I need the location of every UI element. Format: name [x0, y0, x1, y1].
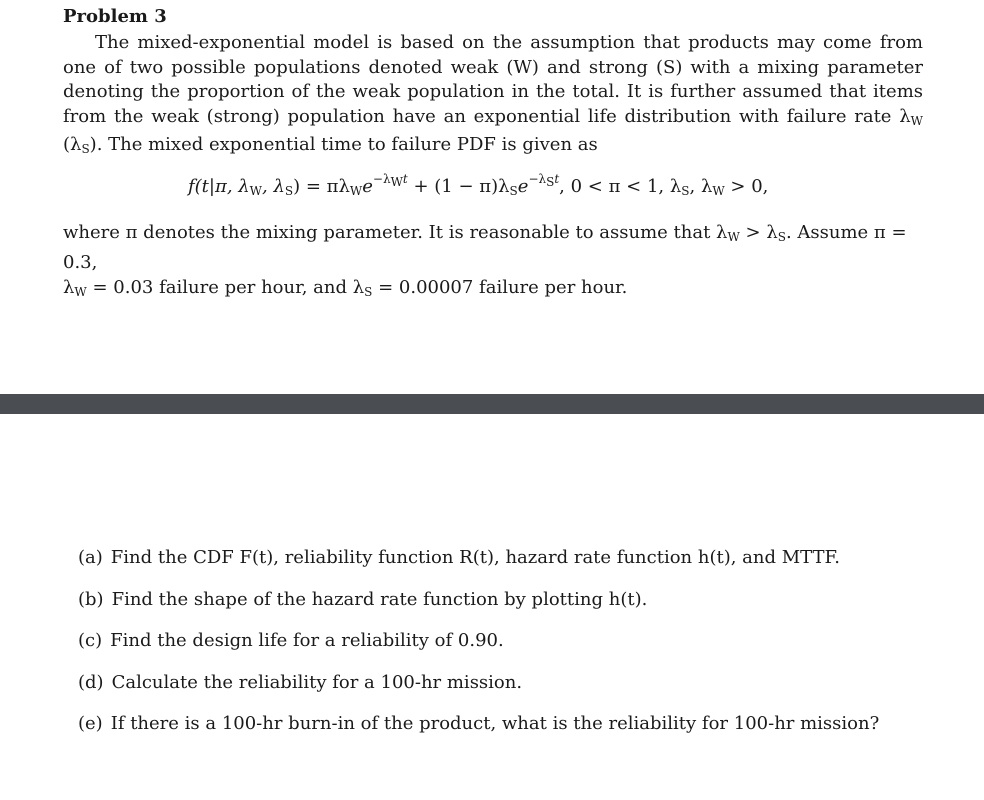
question-list [78, 547, 958, 755]
formula-exp1-sub: W [390, 175, 403, 189]
formula-sub-s3: S [681, 184, 690, 198]
where-text-4: λ [63, 277, 75, 298]
where-sub-w2: W [74, 285, 87, 299]
question-text: If there is a 100-hr burn-in of the product, what is the reliability for 100-hr mission? [110, 713, 880, 734]
intro-text-1: The mixed-exponential model is based on the assumption that products may come from one of two possible populations denoted weak (W) and strong (S) with a mixing parameter denoting the proportion of the weak population in the total. It is further assumed that items from the weak (strong) population have an exponential life distribution with failure rate λ [63, 32, 923, 127]
formula-sub-w2: W [349, 184, 363, 198]
question-label: (d) [78, 671, 104, 693]
question-item [78, 672, 958, 714]
formula-exp2-lambda: −λ [528, 172, 547, 186]
question-item [78, 547, 958, 589]
formula-sub-s2: S [509, 184, 518, 198]
formula-constraints-mid: , λ [689, 176, 713, 197]
question-item [78, 630, 958, 672]
question-item [78, 713, 958, 755]
question-item [78, 589, 958, 631]
lambda-s-subscript: S [81, 142, 90, 157]
question-label: (e) [78, 713, 103, 734]
question-label: (b) [78, 588, 104, 610]
formula-term2: + (1 − π)λ [407, 176, 510, 197]
problem-title: Problem 3 [63, 6, 167, 27]
question-text: Find the shape of the hazard rate function by plotting h(t). [111, 588, 648, 610]
pdf-formula [188, 172, 768, 198]
where-text-2: > λ [739, 222, 778, 243]
question-label: (a) [78, 547, 103, 568]
formula-exp2 [528, 172, 560, 189]
formula-constraints: , 0 < π < 1, λ [559, 176, 682, 197]
where-text-3: . Assume π = 0.3, [63, 222, 907, 273]
where-paragraph [63, 220, 923, 305]
formula-lhs-mid: , λ [262, 176, 285, 197]
problem-intro: The mixed-exponential model is based on the assumption that products may come from one of two possible populations denoted weak (W) and strong (S) with a mixing parameter denoting the proportion of the weak population in the total. It is further assumed that items from the weak (strong) population have an exponential life distribution with failure rate $\lambda_W$ $(\lambda_S)$. The mixed exponential time to failure PDF is given as [63, 32, 923, 157]
question-text: Find the CDF F(t), reliability function R(t), hazard rate function h(t), and MTTF. [110, 547, 840, 568]
formula-exp2-t: t [554, 172, 560, 186]
section-divider [0, 394, 984, 414]
where-sub-w1: W [727, 230, 740, 244]
lambda-w-subscript: W [910, 113, 923, 128]
formula-sub-s1: S [284, 184, 294, 198]
formula-lhs-end: ) = πλ [293, 176, 350, 197]
question-text: Find the design life for a reliability of 0.90. [110, 630, 504, 651]
formula-constraints-end: > 0, [724, 176, 769, 197]
formula-exp1 [372, 172, 408, 189]
where-sub-s2: S [364, 285, 373, 299]
formula-exp2-sub: S [546, 175, 555, 189]
where-text-5: = 0.03 failure per hour, and λ [86, 277, 365, 298]
formula-lhs: f(t|π, λ [188, 176, 250, 197]
formula-exp1-lambda: −λ [372, 172, 391, 186]
where-text-1: where π denotes the mixing parameter. It is reasonable to assume that λ [63, 222, 728, 243]
intro-text-2: ). The mixed exponential time to failure PDF is given as [89, 134, 598, 156]
formula-exp1-t: t [402, 172, 408, 186]
where-text-6: = 0.00007 failure per hour. [372, 277, 628, 298]
formula-sub-w3: W [712, 184, 725, 198]
question-text: Calculate the reliability for a 100-hr mission. [111, 671, 523, 693]
question-label: (c) [78, 630, 103, 651]
formula-sub-w1: W [249, 184, 263, 198]
where-sub-s1: S [777, 230, 786, 244]
formula-e2: e [517, 176, 529, 197]
formula-e1: e [362, 176, 373, 197]
